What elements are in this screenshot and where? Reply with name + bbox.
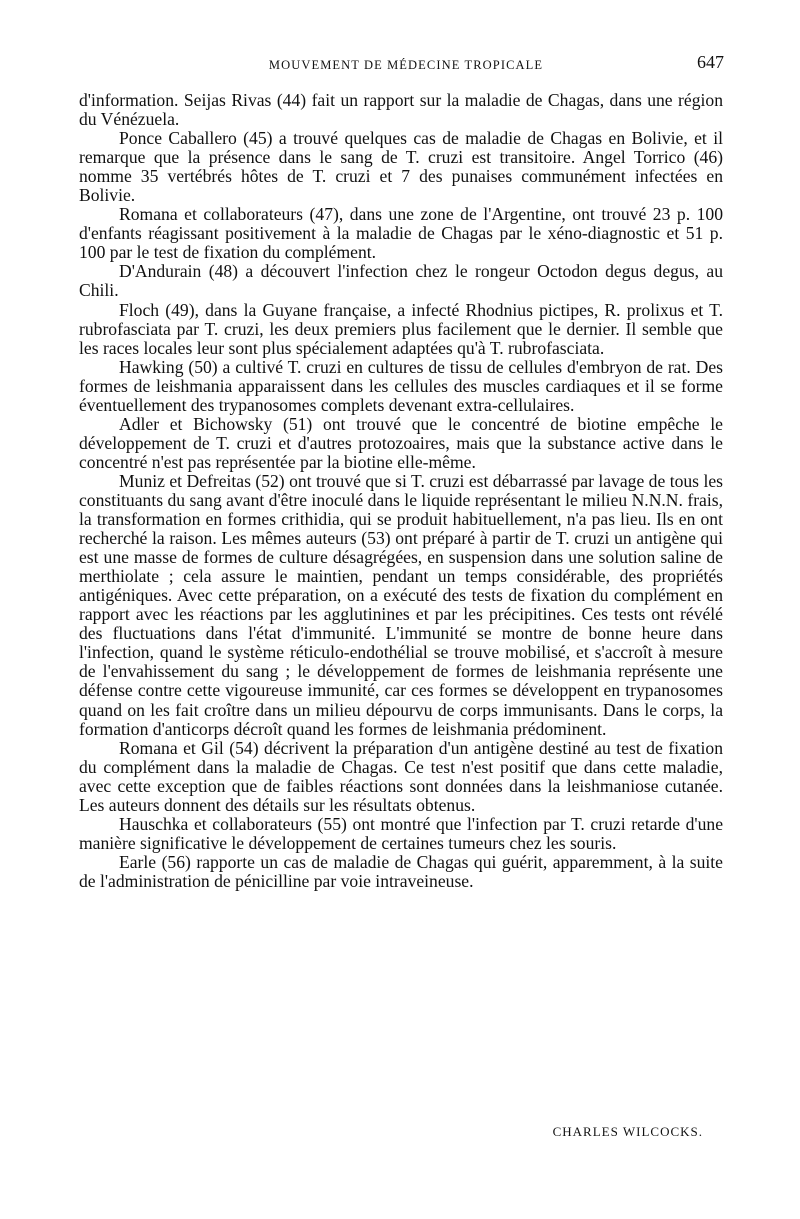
paragraph-floch: Floch (49), dans la Guyane française, a infecté Rhodnius pictipes, R. prolixus et T. rubrofasciata par T. cruzi, les deux premiers plus facilement que le dernier. Il semble que les races locales leur sont plus spécialement adaptées qu'à T. rubrofasciata. [79, 299, 723, 358]
running-title: MOUVEMENT DE MÉDECINE TROPICALE [268, 58, 544, 72]
paragraph-romana-gil: Romana et Gil (54) décrivent la préparation d'un antigène destiné au test de fixation du complément dans la maladie de Chagas. Ce test n'est positif que dans cette maladie, avec cette exception que de faibles réactions sont données dans la leishmaniose cutanée. Les auteurs donnent des détails sur les résultats obtenus. [79, 737, 723, 815]
author-signature: CHARLES WILCOCKS. [552, 1124, 703, 1139]
paragraph-adler-bichowsky: Adler et Bichowsky (51) ont trouvé que le concentré de biotine empêche le développement de T. cruzi et d'autres protozoaires, mais que la substance active dans le concentré n'est pas représentée par la biotine elle-même. [79, 413, 723, 472]
paragraph-hawking: Hawking (50) a cultivé T. cruzi en cultures de tissu de cellules d'embryon de rat. Des formes de leishmania apparaissent dans les cellules des muscles cardiaques et il se forme éventuellement des trypanosomes complets devenant extra-cellulaires. [79, 356, 723, 415]
page-number: 647 [697, 52, 724, 72]
article-body [79, 91, 723, 891]
paragraph-seijas-rivas: d'information. Seijas Rivas (44) fait un rapport sur la maladie de Chagas, dans une région du Vénézuela. [79, 90, 723, 130]
page-header [0, 52, 800, 76]
paragraph-muniz-defreitas: Muniz et Defreitas (52) ont trouvé que si T. cruzi est débarrassé par lavage de tous les constituants du sang avant d'être inoculé dans le liquide représentant le milieu N.N.N. frais, la transformation en formes crithidia, qui se produit habituellement, n'a pas lieu. Ils en ont recherché la raison. Les mêmes auteurs (53) ont préparé à partir de T. cruzi un antigène qui est une masse de formes de culture désagrégées, en suspension dans une solution saline de merthiolate ; cela assure le maintien, pendant un temps considérable, des propriétés antigéniques. Avec cette préparation, on a exécuté des tests de fixation du complément en rapport avec les réactions par les agglutinines et par les précipitines. Ces tests ont révélé des fluctuations dans l'état d'immunité. L'immunité se montre de bonne heure dans l'infection, quand le système réticulo-endothélial se trouve mobilisé, et s'accroît à mesure de l'envahissement du sang ; le développement de formes de leishmania représente une défense contre cette vigoureuse immunité, car ces formes se développent en trypanosomes quand on les fait croître dans un milieu dépourvu de corps immunisants. Dans le corps, la formation d'anticorps décroît quand les formes de leishmania prédominent. [79, 470, 723, 739]
paragraph-earle: Earle (56) rapporte un cas de maladie de Chagas qui guérit, apparemment, à la suite de l'administration de pénicilline par voie intraveineuse. [79, 851, 723, 891]
paragraph-hauschka: Hauschka et collaborateurs (55) ont montré que l'infection par T. cruzi retarde d'une manière significative le développement de certaines tumeurs chez les souris. [79, 813, 723, 853]
paragraph-romana-argentine: Romana et collaborateurs (47), dans une zone de l'Argentine, ont trouvé 23 p. 100 d'enfants réagissant positivement à la maladie de Chagas par le xéno-diagnostic et 51 p. 100 par le test de fixation du complément. [79, 204, 723, 263]
paragraph-dandurain: D'Andurain (48) a découvert l'infection chez le rongeur Octodon degus degus, au Chili. [79, 261, 723, 301]
paragraph-ponce-caballero: Ponce Caballero (45) a trouvé quelques cas de maladie de Chagas en Bolivie, et il remarque que la présence dans le sang de T. cruzi est transitoire. Angel Torrico (46) nomme 35 vertébrés hôtes de T. cruzi et 7 des punaises communément infectées en Bolivie. [79, 128, 723, 206]
